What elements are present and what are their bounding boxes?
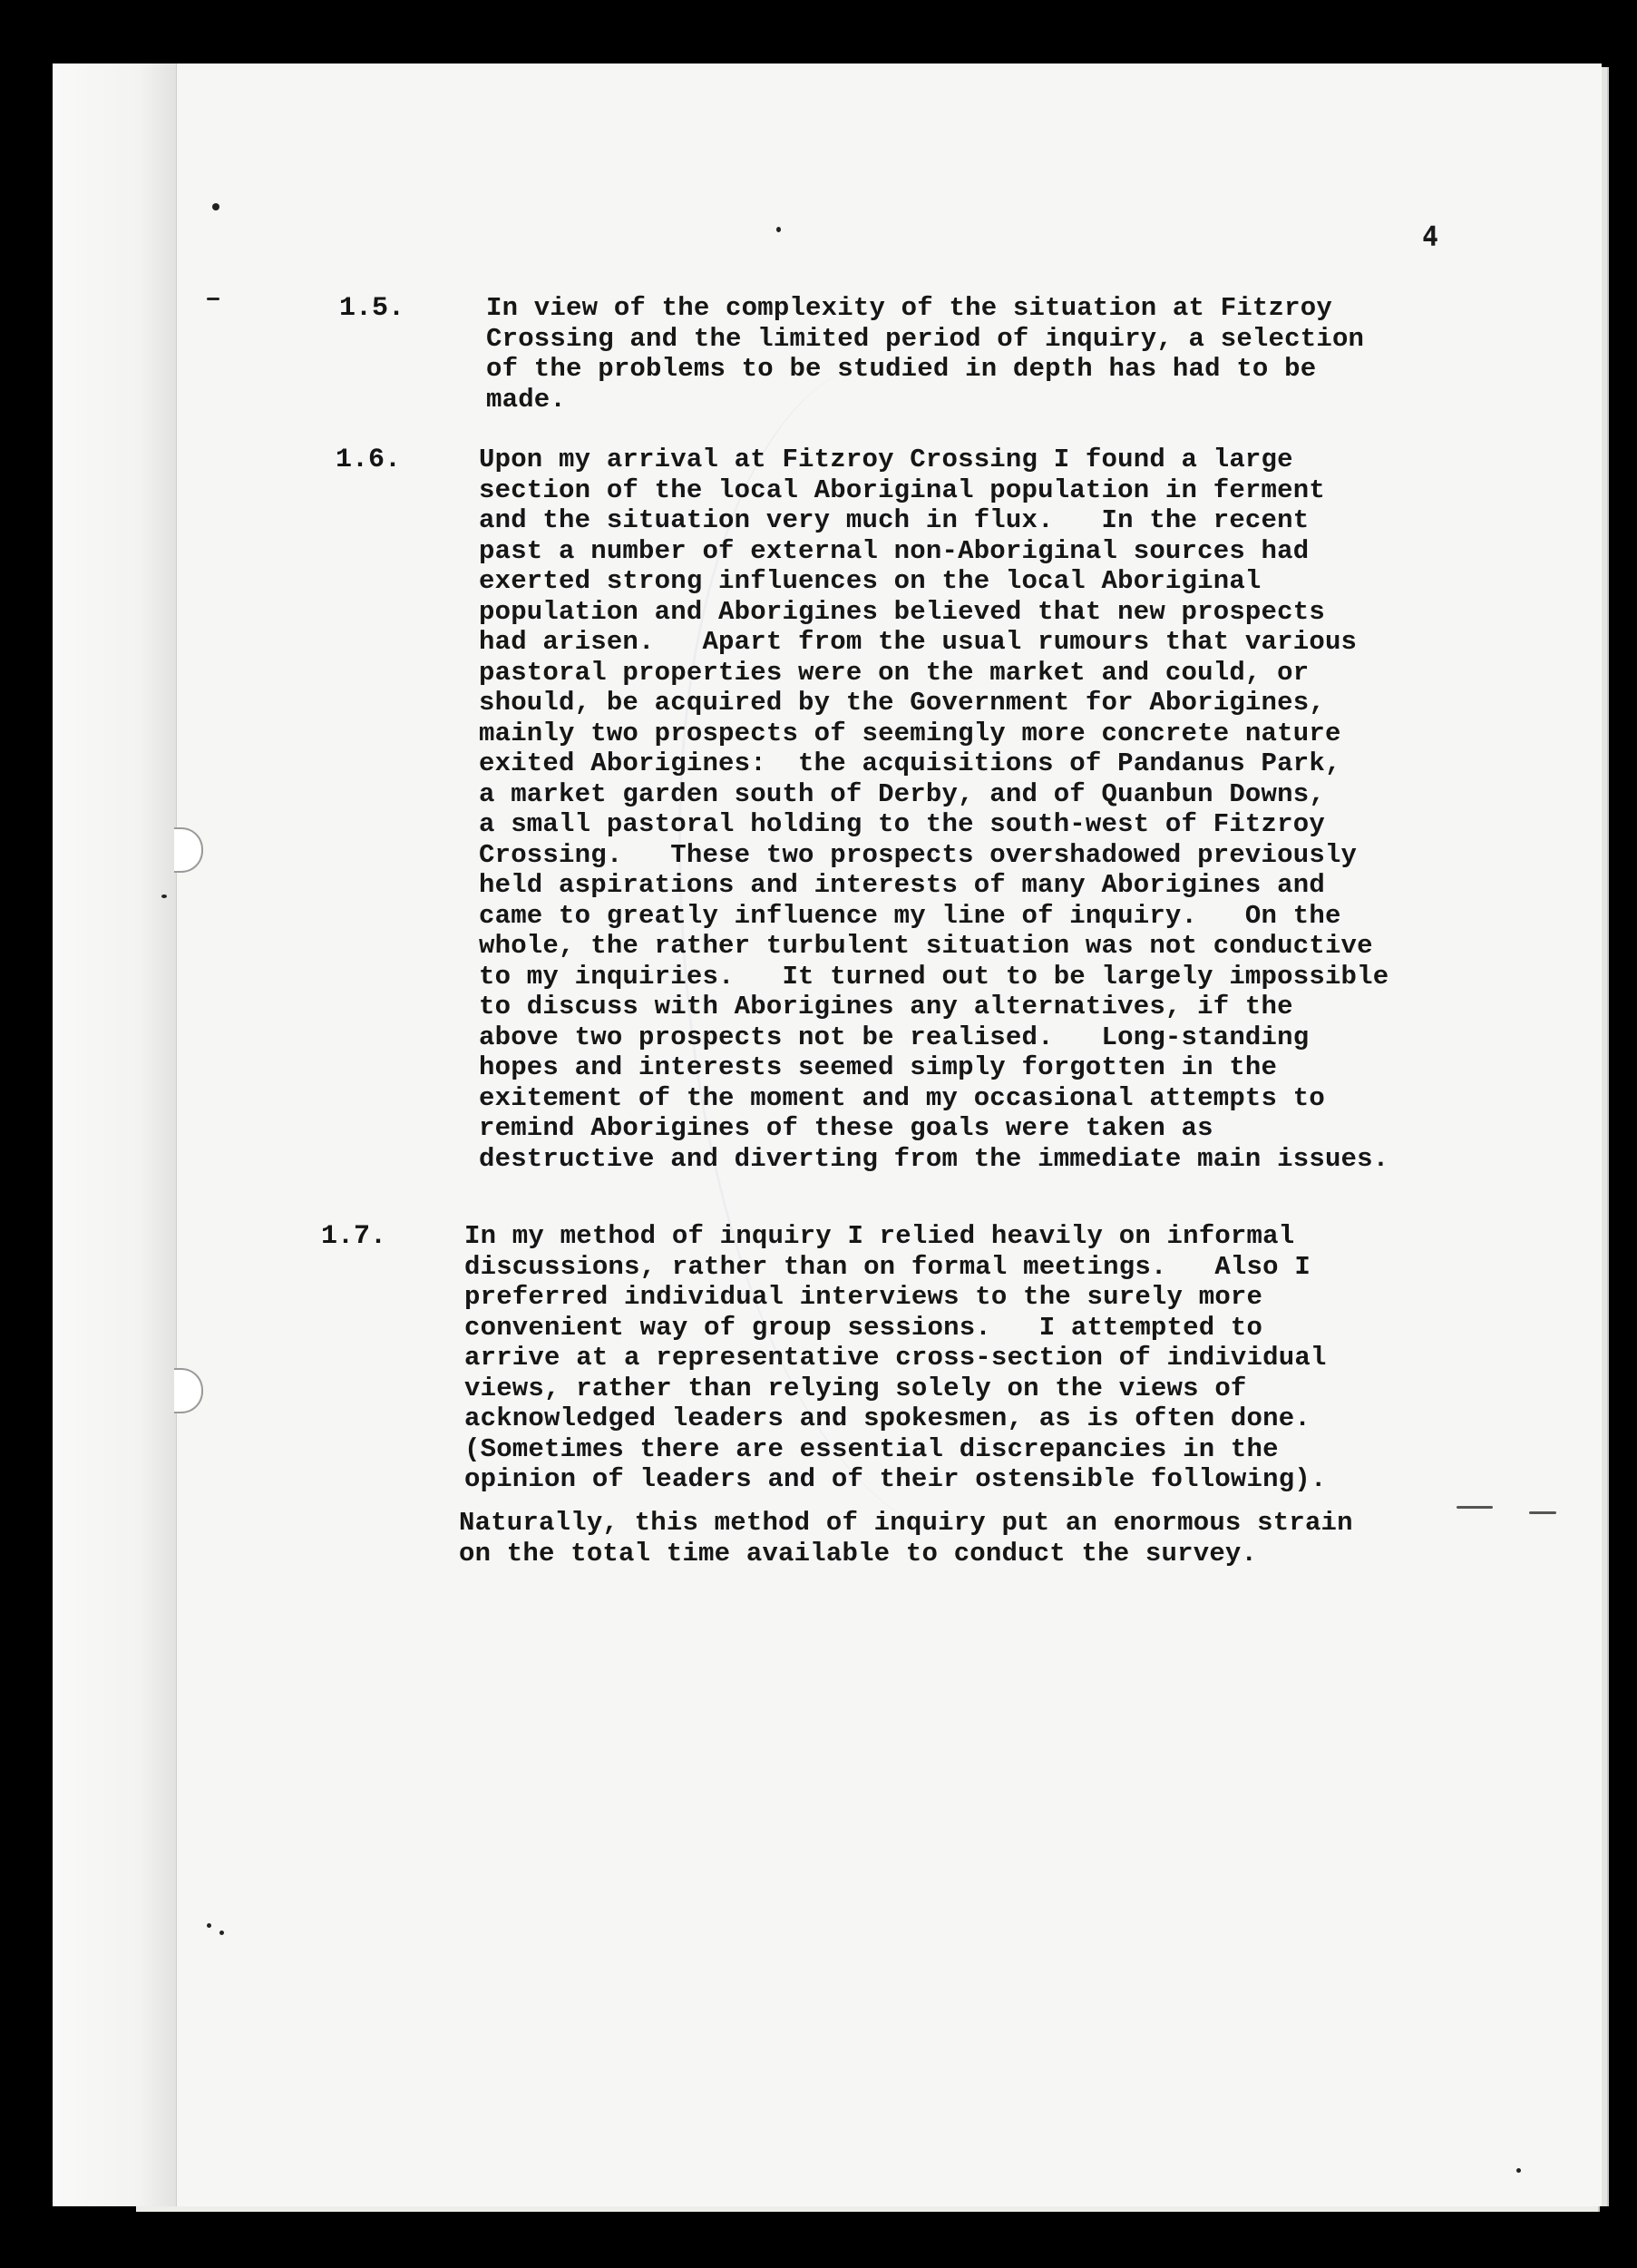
text-line: In view of the complexity of the situation at Fitzroy xyxy=(486,293,1332,323)
text-line: exitement of the moment and my occasional attempts to xyxy=(479,1082,1325,1113)
text-line: exerted strong influences on the local Aboriginal xyxy=(479,566,1262,596)
text-line: came to greatly influence my line of inquiry. On the xyxy=(479,900,1341,931)
text-line: above two prospects not be realised. Long-standing xyxy=(479,1022,1310,1052)
section-text xyxy=(459,1508,1353,1569)
text-line: to my inquiries. It turned out to be largely impossible xyxy=(479,961,1389,992)
text-line: In my method of inquiry I relied heavily on informal xyxy=(464,1221,1295,1251)
speck xyxy=(219,1931,224,1935)
speck xyxy=(207,298,219,300)
text-line: views, rather than relying solely on the views of xyxy=(464,1373,1247,1403)
text-line: pastoral properties were on the market and could, or xyxy=(479,657,1310,688)
section-number: 1.7. xyxy=(321,1221,387,1252)
section-number: 1.5. xyxy=(339,293,405,324)
text-line: should, be acquired by the Government for Aborigines, xyxy=(479,688,1325,718)
text-line: preferred individual interviews to the surely more xyxy=(464,1282,1263,1312)
text-line: a market garden south of Derby, and of Quanbun Downs, xyxy=(479,778,1325,809)
speck xyxy=(1529,1511,1556,1514)
text-line: population and Aborigines believed that new prospects xyxy=(479,596,1325,627)
speck xyxy=(212,203,219,210)
section-text xyxy=(479,445,1389,1174)
text-line: made. xyxy=(486,384,567,415)
page-number: 4 xyxy=(1422,221,1439,253)
speck xyxy=(1457,1506,1493,1509)
text-line: Crossing and the limited period of inquiry, a selection xyxy=(486,323,1365,354)
binding-strip xyxy=(53,64,177,2206)
speck xyxy=(161,894,167,898)
text-line: convenient way of group sessions. I attempted to xyxy=(464,1312,1263,1343)
text-line: Upon my arrival at Fitzroy Crossing I found a large xyxy=(479,445,1293,474)
text-line: held aspirations and interests of many Aborigines and xyxy=(479,870,1325,900)
text-line: a small pastoral holding to the south-west of Fitzroy xyxy=(479,809,1325,839)
text-line: Crossing. These two prospects overshadowed previously xyxy=(479,839,1358,870)
text-line: opinion of leaders and of their ostensible following). xyxy=(464,1464,1327,1494)
document-page xyxy=(53,64,1602,2206)
text-line: on the total time available to conduct the survey. xyxy=(459,1538,1258,1569)
text-line: arrive at a representative cross-section of individual xyxy=(464,1343,1327,1373)
punch-hole xyxy=(174,827,203,873)
text-line: (Sometimes there are essential discrepancies in the xyxy=(464,1433,1279,1464)
text-line: hopes and interests seemed simply forgotten in the xyxy=(479,1052,1278,1082)
text-line: Naturally, this method of inquiry put an enormous strain xyxy=(459,1508,1353,1538)
speck xyxy=(1516,2168,1521,2173)
text-line: acknowledged leaders and spokesmen, as is often done. xyxy=(464,1403,1311,1433)
text-line: of the problems to be studied in depth has had to be xyxy=(486,354,1317,384)
speck xyxy=(207,1923,211,1928)
text-line: mainly two prospects of seemingly more concrete nature xyxy=(479,718,1341,748)
speck xyxy=(776,227,781,232)
punch-hole xyxy=(174,1368,203,1413)
text-line: discussions, rather than on formal meetings. Also I xyxy=(464,1251,1311,1282)
text-line: section of the local Aboriginal population in ferment xyxy=(479,474,1325,505)
section-text xyxy=(464,1221,1327,1495)
text-line: had arisen. Apart from the usual rumours that various xyxy=(479,627,1358,657)
text-line: destructive and diverting from the immediate main issues. xyxy=(479,1143,1389,1174)
section-number: 1.6. xyxy=(336,445,402,475)
section-text xyxy=(486,293,1364,415)
text-line: exited Aborigines: the acquisitions of Pandanus Park, xyxy=(479,748,1341,778)
text-line: past a number of external non-Aboriginal sources had xyxy=(479,535,1310,566)
text-line: and the situation very much in flux. In the recent xyxy=(479,505,1310,535)
text-line: to discuss with Aborigines any alternatives, if the xyxy=(479,992,1293,1022)
text-line: remind Aborigines of these goals were taken as xyxy=(479,1113,1213,1143)
text-line: whole, the rather turbulent situation was not conductive xyxy=(479,931,1373,961)
